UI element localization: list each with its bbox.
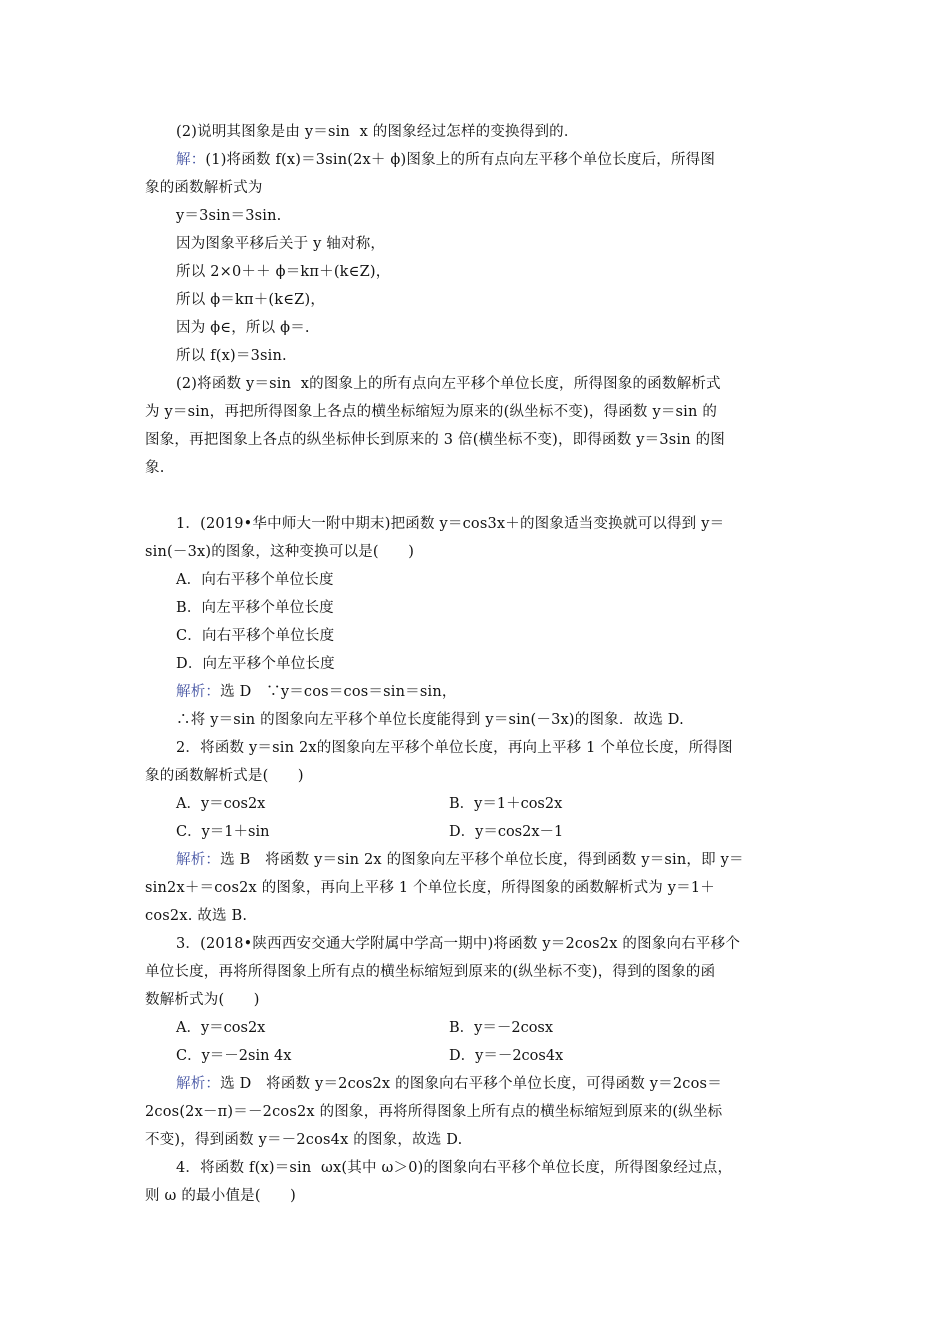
q1-option-a: A．向右平移个单位长度 — [176, 572, 334, 588]
q3-answer-line-3: 不变)，得到函数 y＝－2cos4x 的图象，故选 D. — [145, 1132, 463, 1148]
q3-answer-line-1 — [176, 1074, 722, 1094]
solution-line-3: y＝3sin＝3sin. — [176, 208, 282, 224]
q2-answer-line-3: cos2x. 故选 B. — [145, 908, 248, 924]
solution-line-4: 因为图象平移后关于 y 轴对称， — [176, 236, 386, 252]
answer-text: 选 B 将函数 y＝sin 2x 的图象向左平移个单位长度，得到函数 y＝sin，即 y＝ — [220, 852, 744, 868]
q1-option-b: B．向左平移个单位长度 — [176, 600, 334, 616]
answer-text: 选 D 将函数 y＝2cos2x 的图象向右平移个单位长度，可得函数 y＝2cos＝ — [220, 1076, 722, 1092]
q4-stem-line-2: 则 ω 的最小值是( ) — [145, 1188, 296, 1204]
answer-label: 解析： — [176, 852, 221, 868]
q1-stem-line-1: 1．(2019•华中师大一附中期末)把函数 y＝cos3x＋的图象适当变换就可以得到 y＝ — [176, 516, 725, 532]
q2-stem-line-1: 2．将函数 y＝sin 2x的图象向左平移个单位长度，再向上平移 1 个单位长度，所得图 — [176, 740, 733, 756]
part2-line-2: 为 y＝sin，再把所得图象上各点的横坐标缩短为原来的(纵坐标不变)，得函数 y＝sin 的 — [145, 404, 718, 420]
q2-option-d: D．y＝cos2x－1 — [449, 824, 564, 840]
q2-option-a: A．y＝cos2x — [176, 796, 266, 812]
solution-line-5: 所以 2×0＋＋ ϕ＝kπ＋(k∈Z)， — [176, 264, 391, 280]
q2-option-b: B．y＝1＋cos2x — [449, 796, 563, 812]
q3-stem-line-1: 3．(2018•陕西西安交通大学附属中学高一期中)将函数 y＝2cos2x 的图象向右平移个 — [176, 936, 741, 952]
solution-line-7: 因为 ϕ∈，所以 ϕ＝. — [176, 320, 310, 336]
answer-label: 解析： — [176, 684, 221, 700]
answer-label: 解析： — [176, 1076, 221, 1092]
q2-answer-line-1 — [176, 850, 744, 870]
q3-stem-line-3: 数解析式为( ) — [145, 992, 260, 1008]
answer-text: 选 D ∵y＝cos＝cos＝sin＝sin， — [220, 684, 457, 700]
q3-option-a: A．y＝cos2x — [176, 1020, 266, 1036]
q1-option-c: C．向右平移个单位长度 — [176, 628, 335, 644]
solution-text: (1)将函数 f(x)＝3sin(2x＋ ϕ)图象上的所有点向左平移个单位长度后，所得图 — [205, 152, 716, 168]
q1-answer-line-2: ∴将 y＝sin 的图象向左平移个单位长度能得到 y＝sin(－3x)的图象．故选 D. — [176, 712, 684, 728]
q3-stem-line-2: 单位长度，再将所得图象上所有点的横坐标缩短到原来的(纵坐标不变)，得到的图象的函 — [145, 964, 716, 980]
q3-option-b: B．y＝－2cosx — [449, 1020, 554, 1036]
question-2-text: (2)说明其图象是由 y＝sin x 的图象经过怎样的变换得到的． — [176, 124, 579, 140]
solution-line-6: 所以 ϕ＝kπ＋(k∈Z)， — [176, 292, 326, 308]
solution-line-1 — [176, 150, 715, 170]
solution-line-2: 象的函数解析式为 — [145, 180, 263, 196]
q4-stem-line-1: 4．将函数 f(x)＝sin ωx(其中 ω＞0)的图象向右平移个单位长度，所得图象经过点， — [176, 1160, 733, 1176]
part2-line-3: 图象，再把图象上各点的纵坐标伸长到原来的 3 倍(横坐标不变)，即得函数 y＝3sin 的图 — [145, 432, 726, 448]
q3-option-d: D．y＝－2cos4x — [449, 1048, 564, 1064]
q1-stem-line-2: sin(－3x)的图象，这种变换可以是( ) — [145, 544, 415, 560]
q3-option-c: C．y＝－2sin 4x — [176, 1048, 292, 1064]
part2-line-4: 象. — [145, 460, 165, 476]
q2-answer-line-2: sin2x＋＝cos2x 的图象，再向上平移 1 个单位长度，所得图象的函数解析式为 y＝1＋ — [145, 880, 715, 896]
part2-line-1: (2)将函数 y＝sin x的图象上的所有点向左平移个单位长度，所得图象的函数解析式 — [176, 376, 721, 392]
q2-stem-line-2: 象的函数解析式是( ) — [145, 768, 304, 784]
solution-line-8: 所以 f(x)＝3sin. — [176, 348, 287, 364]
q3-answer-line-2: 2cos(2x－π)＝－2cos2x 的图象，再将所得图象上所有点的横坐标缩短到原来的(纵坐标 — [145, 1104, 723, 1120]
q1-answer-line-1 — [176, 682, 457, 702]
solution-label: 解： — [176, 152, 206, 168]
q1-option-d: D．向左平移个单位长度 — [176, 656, 335, 672]
q2-option-c: C．y＝1＋sin — [176, 824, 270, 840]
